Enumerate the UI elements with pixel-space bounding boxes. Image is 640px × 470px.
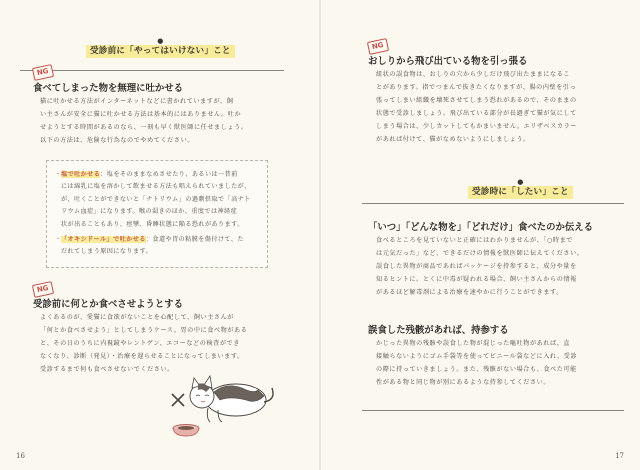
section-rule [362,203,624,204]
ng-badge: NG [32,64,54,81]
page-number-right: 17 [615,452,624,460]
ng3-body: 紐状の誤食物は、おしりの穴から少しだけ飛び出たままになるこ とがあります。指でつまんで抜きたくなりますが、腸の内壁を引っ 張ってしまい組織を壊死させてしまう恐れがあるので、そのままの 状態で受診しましょう。飛び出ている部分が長過ぎて猫が気にして しまう場合は、少しカットしてもかまいません。エリザベスカラー があれば付けて、猫がなめないようにしましょう。 [376,71,577,143]
right-page [320,0,640,470]
ng-badge: NG [367,38,389,55]
food-bowl-icon [173,425,199,437]
ng3-heading: おしりから飛び出ている物を引っ張る [368,56,528,67]
cross-mark [172,394,184,406]
box-item-oxydol: ・ 「オキシドール」で吐かせる：食道や胃の粘膜を傷付けて、た [55,236,244,244]
ng1-body: 猫に吐かせる方法がインターネットなどに書かれていますが、飼 い主さんが安全に猫に吐かせる方法は基本的にはありません。吐か せようとする時間があるのなら、一刻も早く獣医師に任せましょう。 以下の方法は、危険な行為なのでやめてください。 [40,98,248,144]
cat-icon [190,376,273,422]
ng-badge: NG [32,281,54,298]
section-title-do: ● 受診時に「したい」こと [468,185,573,197]
ng1-heading: 食べてしまった物を無理に吐かせる [33,83,184,94]
do1-body: 食べるところを見ていないと正確にはわかりませんが、「○時まで は元気だった」など、できるだけの情報を獣医師に伝えてください。 誤食した異物が商品であればパッケージを持参すると、成分や量を 知るヒントに。とくに中毒が疑われる場合、飼い主さんからの情報 があるほど解毒剤による治療を速やかに行うことができます。 [376,237,584,296]
page-number-left: 16 [16,452,25,460]
section-rule [20,70,284,71]
danger-methods-box: ・ 塩で吐かせる：塩をそのままなめさせたり、あるいは一昔前 には綿乳に塩を溶かして飲ませる方法も唱えられていましたが、 が、吐くことができないと「ナトリウム」の過剰摂取で「高ナト リウム血症」になります。喉の渇きのほか、重度では神経症 状が出ることもあり、痙攣、昏睡状態に陥る恐れがあります。 ・ 「オキシドール」で吐かせる：食道や胃の粘膜を傷付けて、た だれてしまう原因になります。 [46,160,268,268]
do2-body: かじった異物の残骸や誤食した物が混じった嘔吐物があれば、直 接触らないようにゴム手袋等を使ってビニール袋などに入れ、受診 の際に持っていきましょう。また、残骸がない場合も、食べた可能 性がある物と同じ物が別にあるような持参してください。 [376,340,578,386]
do2-heading: 誤食した残骸があれば、持参する [368,325,509,336]
cat-illustration [168,370,280,438]
ng2-body: よくあるのが、愛猫に食欲がないことを心配して、飼い主さんが 「何とか食べさせよう」としてしまうケース。胃の中に食べ物がある と、その日のうちに内視鏡やレントゲン、エコーなどの検査ができ なくなり、診断（発見）・治療を遅らせることになってしまいます。 受診するまで何も食べさせないでください。 [40,314,248,373]
do1-heading: 「いつ」「どんな物を」「どれだけ」食べたのか伝える [368,222,593,233]
ng2-heading: 受診前に何とか食べさせようとする [33,299,184,310]
section-rule-bottom [362,410,624,411]
box-item-salt: ・ 塩で吐かせる：塩をそのままなめさせたり、あるいは一昔前 [55,171,238,178]
section-title-dont: ● 受診前に「やってはいけない」こと [86,44,235,56]
